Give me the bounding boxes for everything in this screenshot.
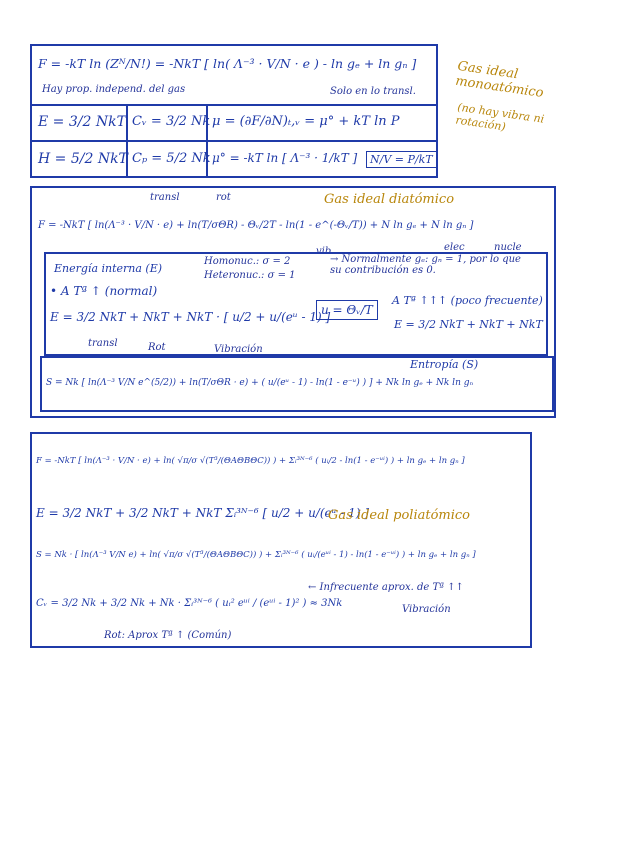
infrequent-note: ← Infrecuente aprox. de Tª ↑↑ [308, 582, 464, 593]
monatomic-side-note: (no hay vibra ni rotación) [454, 100, 546, 134]
vibration-note: Vibración [402, 604, 451, 615]
monatomic-F-equation: F = -kT ln (Zᴺ/N!) = -NkT [ ln( Λ⁻³ · V/N · e ) - ln gₑ + ln gₙ ] [38, 56, 417, 71]
diatomic-normal-note: → Normalmente gₑ: gₙ = 1, por lo que su contribución es 0. [330, 254, 521, 276]
monatomic-H: H = 5/2 NkT [38, 151, 128, 167]
rotation-note: Rot: Aprox Tª ↑ (Común) [104, 630, 232, 641]
u-definition: u = Θᵥ/T [316, 300, 378, 320]
internal-energy-title: Energía interna (E) [54, 262, 163, 275]
monatomic-mu: μ = (∂F/∂N)ₜ,ᵥ = μ° + kT ln P [212, 114, 400, 129]
diatomic-label-transl: transl [150, 192, 180, 203]
monatomic-divider-2 [30, 140, 438, 142]
polyatomic-F-equation: F = -NkT [ ln(Λ⁻³ · V/N · e) + ln( √π/σ √(T³/(ΘAΘBΘC)) ) + Σᵢ³ᴺ⁻⁶ ( uᵢ/2 - ln(1 - e⁻ᵘⁱ) ) + ln gₑ + ln gₙ ] [36, 456, 465, 466]
diatomic-label-nucl: nucle [494, 242, 522, 253]
high-temperature-label: A Tª ↑↑↑ (poco frecuente) [392, 294, 543, 307]
monatomic-mu0: μ° = -kT ln [ Λ⁻³ · 1/kT ] [212, 151, 358, 165]
diatomic-label-vib: vib [316, 246, 332, 257]
monatomic-bracket-note: Solo en lo transl. [330, 86, 416, 97]
diatomic-S-equation: S = Nk [ ln(Λ⁻³ V/N e^(5/2)) + ln(T/σΘR · e) + ( u/(eᵘ - 1) - ln(1 - e⁻ᵘ) ) ] + Nk ln gₑ + Nk ln gₙ [46, 378, 474, 388]
normal-temperature-label: • A Tª ↑ (normal) [50, 284, 158, 298]
polyatomic-title: Gas ideal poliatómico [328, 508, 471, 523]
diatomic-F-equation: F = -NkT [ ln(Λ⁻³ · V/N · e) + ln(T/σΘR) - Θᵥ/2T - ln(1 - e^(-Θᵥ/T)) + N ln gₑ + N ln gₙ ] [38, 220, 474, 231]
polyatomic-E-equation: E = 3/2 NkT + 3/2 NkT + NkT Σᵢ³ᴺ⁻⁶ [ u/2 + u/(eᵘ - 1) ] [36, 506, 369, 520]
monatomic-E: E = 3/2 NkT [38, 114, 126, 130]
monatomic-F-note: Hay prop. independ. del gas [42, 84, 186, 95]
entropy-title: Entropía (S) [410, 358, 479, 371]
diatomic-hetero: Heteronuc.: σ = 1 [204, 270, 296, 281]
polyatomic-S-equation: S = Nk · [ ln(Λ⁻³ V/N e) + ln( √π/σ √(T³/(ΘAΘBΘC)) ) + Σᵢ³ᴺ⁻⁶ ( uᵢ/(eᵘⁱ - 1) - ln(1 - e⁻ᵘⁱ) ) + ln gₑ + ln gₙ ] [36, 550, 476, 560]
monatomic-side-title: Gas ideal monoatómico [454, 58, 545, 101]
diatomic-homo: Homonuc.: σ = 2 [204, 256, 291, 267]
diatomic-E-equation: E = 3/2 NkT + NkT + NkT · [ u/2 + u/(eᵘ - 1) ] [50, 310, 331, 324]
diatomic-label-elec: elec [444, 242, 465, 253]
monatomic-divider [30, 104, 438, 106]
label-rot-E: Rot [148, 342, 166, 353]
monatomic-NV: N/V = P/kT [366, 151, 437, 168]
label-transl-E: transl [88, 338, 118, 349]
high-temperature-E: E = 3/2 NkT + NkT + NkT [394, 318, 543, 331]
polyatomic-Cv-equation: Cᵥ = 3/2 Nk + 3/2 Nk + Nk · Σᵢ³ᴺ⁻⁶ ( uᵢ² eᵘⁱ / (eᵘⁱ - 1)² ) ≈ 3Nk [36, 598, 343, 609]
monatomic-Cp: Cₚ = 5/2 Nk [132, 151, 211, 166]
monatomic-Cv: Cᵥ = 3/2 Nk [132, 114, 211, 129]
label-vibration-E: Vibración [214, 344, 263, 355]
diatomic-title: Gas ideal diatómico [324, 192, 455, 207]
diatomic-label-rot: rot [216, 192, 231, 203]
